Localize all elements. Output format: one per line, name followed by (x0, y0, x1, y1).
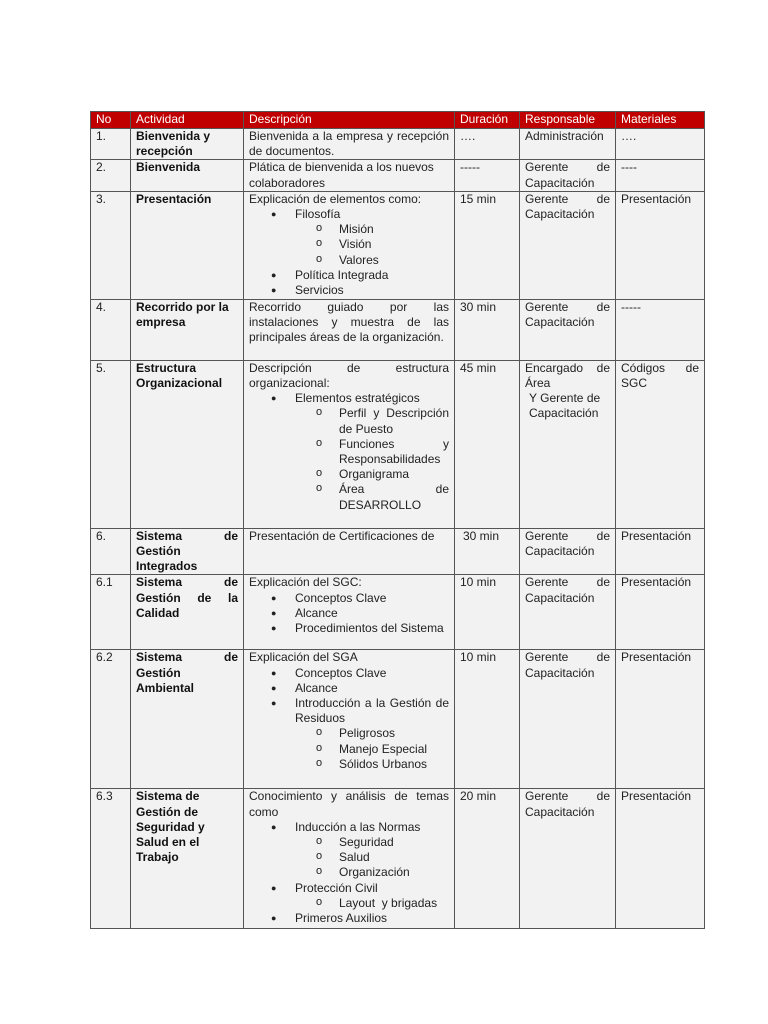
cell-actividad: Bienvenida y recepción (131, 129, 244, 160)
list-item (249, 391, 449, 513)
bullet-list (249, 820, 449, 926)
cell-responsable: Gerente de Capacitación (520, 299, 616, 360)
cell-descripcion: Plática de bienvenida a los nuevos colaboradores (244, 160, 455, 191)
table-row (91, 528, 705, 575)
cell-duracion: 10 min (455, 575, 520, 650)
cell-responsable: Gerente de Capacitación (520, 575, 616, 650)
header-no: No (91, 112, 131, 129)
induction-agenda-table (90, 111, 705, 929)
description-text: Descripción de estructura organizacional: (249, 360, 449, 391)
cell-descripcion (244, 650, 455, 789)
cell-materiales: …. (616, 129, 705, 160)
table-row (91, 191, 705, 299)
table-row (91, 160, 705, 191)
description-text: Explicación del SGA (249, 650, 358, 665)
cell-descripcion: Recorrido guiado por las instalaciones y muestra de las principales áreas de la organización. (244, 299, 455, 360)
bullet-list (249, 391, 449, 513)
cell-responsable: Gerente de Capacitación (520, 650, 616, 789)
sub-list (295, 222, 449, 268)
description-text: Conocimiento y análisis de temas como (249, 789, 449, 819)
list-item (249, 881, 449, 911)
cell-materiales: Presentación (616, 191, 705, 299)
description-text: Explicación de elementos como: (249, 191, 422, 206)
sub-list (295, 835, 449, 881)
cell-no: 6.1 (91, 575, 131, 650)
cell-no: 4. (91, 299, 131, 360)
cell-actividad: Presentación (131, 191, 244, 299)
cell-descripcion: Bienvenida a la empresa y recepción de documentos. (244, 129, 455, 160)
cell-no: 6.3 (91, 789, 131, 929)
cell-actividad: Sistema de Gestión Ambiental (131, 650, 244, 789)
cell-descripcion (244, 789, 455, 929)
header-actividad: Actividad (131, 112, 244, 129)
list-item: ● Alcance (249, 681, 449, 696)
list-item: ● Primeros Auxilios (249, 911, 449, 926)
list-item-label: Protección Civil (295, 880, 378, 895)
sub-list-item: o Seguridad (295, 835, 449, 850)
sub-list-item: o Organización (295, 865, 449, 880)
table-row (91, 129, 705, 160)
cell-responsable: Gerente de Capacitación (520, 789, 616, 929)
sub-list-item: o Sólidos Urbanos (295, 757, 449, 772)
bullet-list (249, 666, 449, 772)
cell-materiales: Presentación (616, 789, 705, 929)
sub-list-item: o Salud (295, 850, 449, 865)
table-row (91, 789, 705, 929)
cell-duracion: 10 min (455, 650, 520, 789)
cell-responsable (520, 360, 616, 528)
responsable-line: Encargado de Área (525, 360, 610, 391)
sub-list-item: o Perfil y Descripción de Puesto (295, 406, 449, 436)
cell-responsable: Administración (520, 129, 616, 160)
cell-materiales: Presentación (616, 650, 705, 789)
cell-no: 1. (91, 129, 131, 160)
sub-list-item: o Peligrosos (295, 726, 449, 741)
cell-duracion: 30 min (455, 299, 520, 360)
header-duracion: Duración (455, 112, 520, 129)
cell-duracion: 30 min (455, 528, 520, 575)
cell-materiales: Códigos de SGC (616, 360, 705, 528)
list-item: ● Conceptos Clave (249, 591, 449, 606)
responsable-line: Y Gerente de Capacitación (529, 391, 601, 421)
cell-no: 6.2 (91, 650, 131, 789)
table-row (91, 650, 705, 789)
table-header-row (91, 112, 705, 129)
list-item (249, 820, 449, 881)
list-item (249, 207, 449, 268)
cell-responsable: Gerente de Capacitación (520, 528, 616, 575)
cell-actividad: Sistema de Gestión Integrados (131, 528, 244, 575)
list-item: ● Alcance (249, 606, 449, 621)
list-item: ● Procedimientos del Sistema (249, 621, 449, 636)
cell-actividad: Estructura Organizacional (131, 360, 244, 528)
cell-materiales: Presentación (616, 528, 705, 575)
cell-descripcion (244, 575, 455, 650)
cell-descripcion (244, 191, 455, 299)
sub-list (295, 896, 449, 911)
list-item (249, 696, 449, 772)
sub-list (295, 406, 449, 512)
cell-responsable: Gerente de Capacitación (520, 160, 616, 191)
cell-descripcion: Presentación de Certificaciones de (244, 528, 455, 575)
sub-list-item: o Manejo Especial (295, 742, 449, 757)
list-item-label: Elementos estratégicos (295, 391, 420, 406)
list-item: ● Servicios (249, 283, 449, 298)
sub-list (295, 726, 449, 772)
sub-list-item: o Visión (295, 237, 449, 252)
cell-materiales: Presentación (616, 575, 705, 650)
table-row (91, 360, 705, 528)
sub-list-item: o Organigrama (295, 467, 449, 482)
cell-actividad: Sistema de Gestión de la Calidad (131, 575, 244, 650)
sub-list-item: o Layout y brigadas (295, 896, 449, 911)
cell-actividad: Sistema de Gestión de Seguridad y Salud en el Trabajo (131, 789, 244, 929)
list-item-label: ● Introducción a la Gestión de Residuos (295, 696, 449, 726)
list-item: ● Política Integrada (249, 268, 449, 283)
cell-no: 3. (91, 191, 131, 299)
list-item-label: Inducción a las Normas (295, 819, 421, 834)
table-row (91, 575, 705, 650)
cell-no: 2. (91, 160, 131, 191)
table-row (91, 299, 705, 360)
cell-no: 5. (91, 360, 131, 528)
cell-responsable: Gerente de Capacitación (520, 191, 616, 299)
bullet-list (249, 207, 449, 298)
cell-duracion: 15 min (455, 191, 520, 299)
header-materiales: Materiales (616, 112, 705, 129)
cell-duracion: …. (455, 129, 520, 160)
sub-list-item: o Misión (295, 222, 449, 237)
sub-list-item: o Funciones y Responsabilidades (295, 437, 449, 467)
cell-materiales: ---- (616, 160, 705, 191)
cell-actividad: Bienvenida (131, 160, 244, 191)
cell-duracion: ----- (455, 160, 520, 191)
bullet-list (249, 591, 449, 637)
header-responsable: Responsable (520, 112, 616, 129)
cell-duracion: 20 min (455, 789, 520, 929)
sub-list-item: o Área de DESARROLLO (295, 482, 449, 512)
cell-actividad: Recorrido por la empresa (131, 299, 244, 360)
list-item-label: Filosofía (295, 207, 341, 222)
cell-descripcion (244, 360, 455, 528)
cell-materiales: ----- (616, 299, 705, 360)
cell-no: 6. (91, 528, 131, 575)
sub-list-item: o Valores (295, 253, 449, 268)
header-descripcion: Descripción (244, 112, 455, 129)
list-item: ● Conceptos Clave (249, 666, 449, 681)
description-text: Explicación del SGC: (249, 575, 362, 590)
cell-duracion: 45 min (455, 360, 520, 528)
